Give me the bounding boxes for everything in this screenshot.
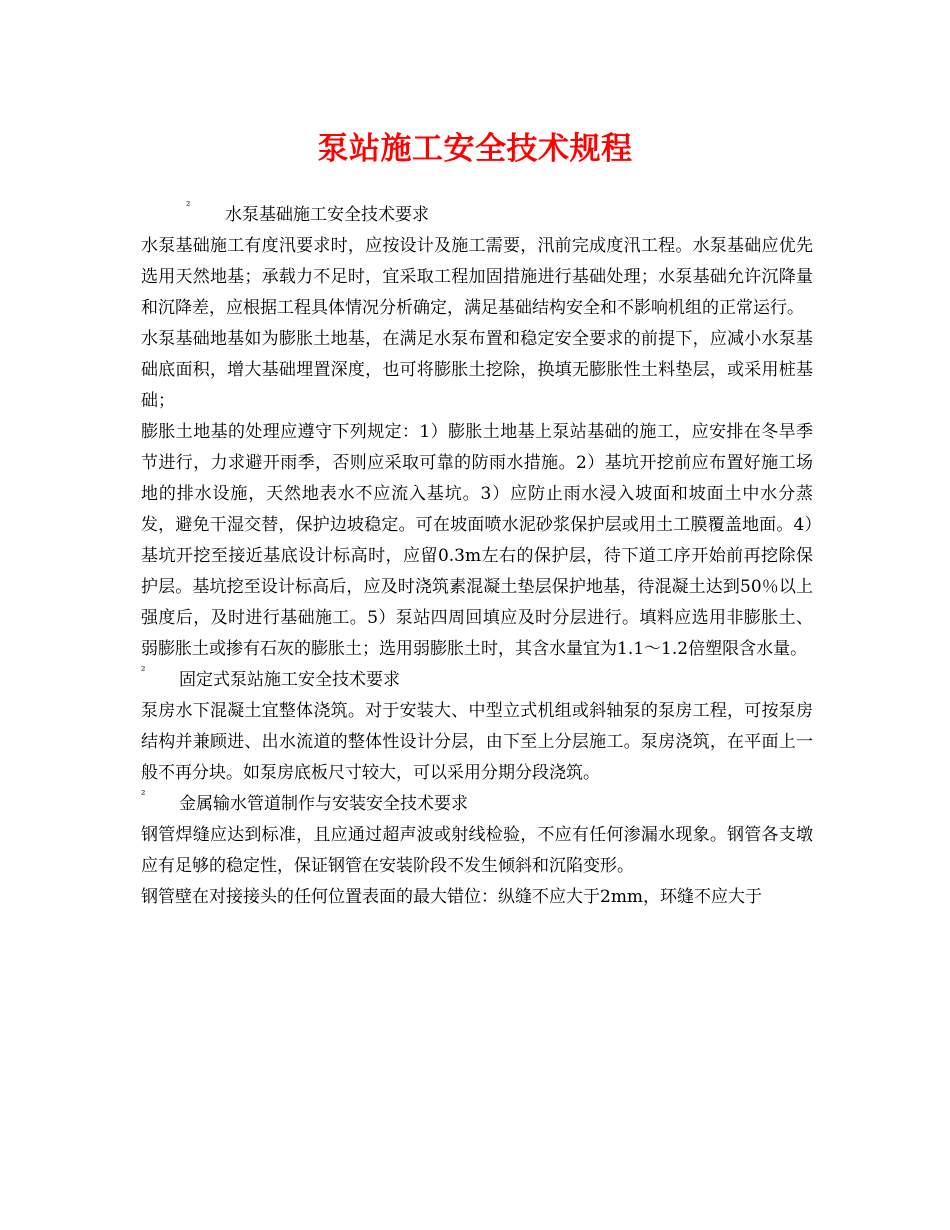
paragraph: 膨胀土地基的处理应遵守下列规定：1）膨胀土地基上泵站基础的施工，应安排在冬旱季节进行，力求避开雨季，否则应采取可靠的防雨水措施。2）基坑开挖前应布置好施工场地的排水设施，天然地表水不应流入基坑。3）应防止雨水浸入坡面和坡面土中水分蒸发，避免干湿交替，保护边坡稳定。可在坡面喷水泥砂浆保护层或用土工膜覆盖地面。4）基坑开挖至接近基底设计标高时，应留0.3m左右的保护层，待下道工序开始前再挖除保护层。基坑挖至设计标高后，应及时浇筑素混凝土垫层保护地基，待混凝土达到50％以上强度后，及时进行基础施工。5）泵站四周回填应及时分层进行。填料应选用非膨胀土、弱膨胀土或掺有石灰的膨胀土；选用弱膨胀土时，其含水量宜为1.1～1.2倍塑限含水量。	[141, 422, 813, 659]
document-title: 泵站施工安全技术规程	[317, 131, 633, 167]
bullet-marker: ²	[186, 199, 191, 212]
section-heading	[141, 789, 813, 820]
section-heading-text: 固定式泵站施工安全技术要求	[179, 670, 400, 690]
paragraph: 水泵基础施工有度汛要求时，应按设计及施工需要，汛前完成度汛工程。水泵基础应优先选用天然地基；承载力不足时，宜采取工程加固措施进行基础处理；水泵基础允许沉降量和沉降差，应根据工程具体情况分析确定，满足基础结构安全和不影响机组的正常运行。	[141, 236, 813, 318]
paragraph: 钢管焊缝应达到标准，且应通过超声波或射线检验，不应有任何渗漏水现象。钢管各支墩应有足够的稳定性，保证钢管在安装阶段不发生倾斜和沉陷变形。	[141, 825, 813, 876]
paragraph: 泵房水下混凝土宜整体浇筑。对于安装大、中型立式机组或斜轴泵的泵房工程，可按泵房结构并兼顾进、出水流道的整体性设计分层，由下至上分层施工。泵房浇筑，在平面上一般不再分块。如泵房底板尺寸较大，可以采用分期分段浇筑。	[141, 701, 813, 783]
section-heading	[141, 200, 813, 231]
document-body	[141, 200, 813, 913]
bullet-marker: ²	[141, 664, 146, 677]
bullet-marker: ²	[141, 788, 146, 801]
section-heading	[141, 665, 813, 696]
section-heading-text: 金属输水管道制作与安装安全技术要求	[179, 794, 468, 814]
paragraph: 水泵基础地基如为膨胀土地基，在满足水泵布置和稳定安全要求的前提下，应减小水泵基础底面积，增大基础埋置深度，也可将膨胀土挖除，换填无膨胀性土料垫层，或采用桩基础；	[141, 329, 813, 411]
section-heading-text: 水泵基础施工安全技术要求	[225, 205, 429, 225]
paragraph: 钢管壁在对接接头的任何位置表面的最大错位：纵缝不应大于2mm，环缝不应大于	[141, 887, 763, 907]
